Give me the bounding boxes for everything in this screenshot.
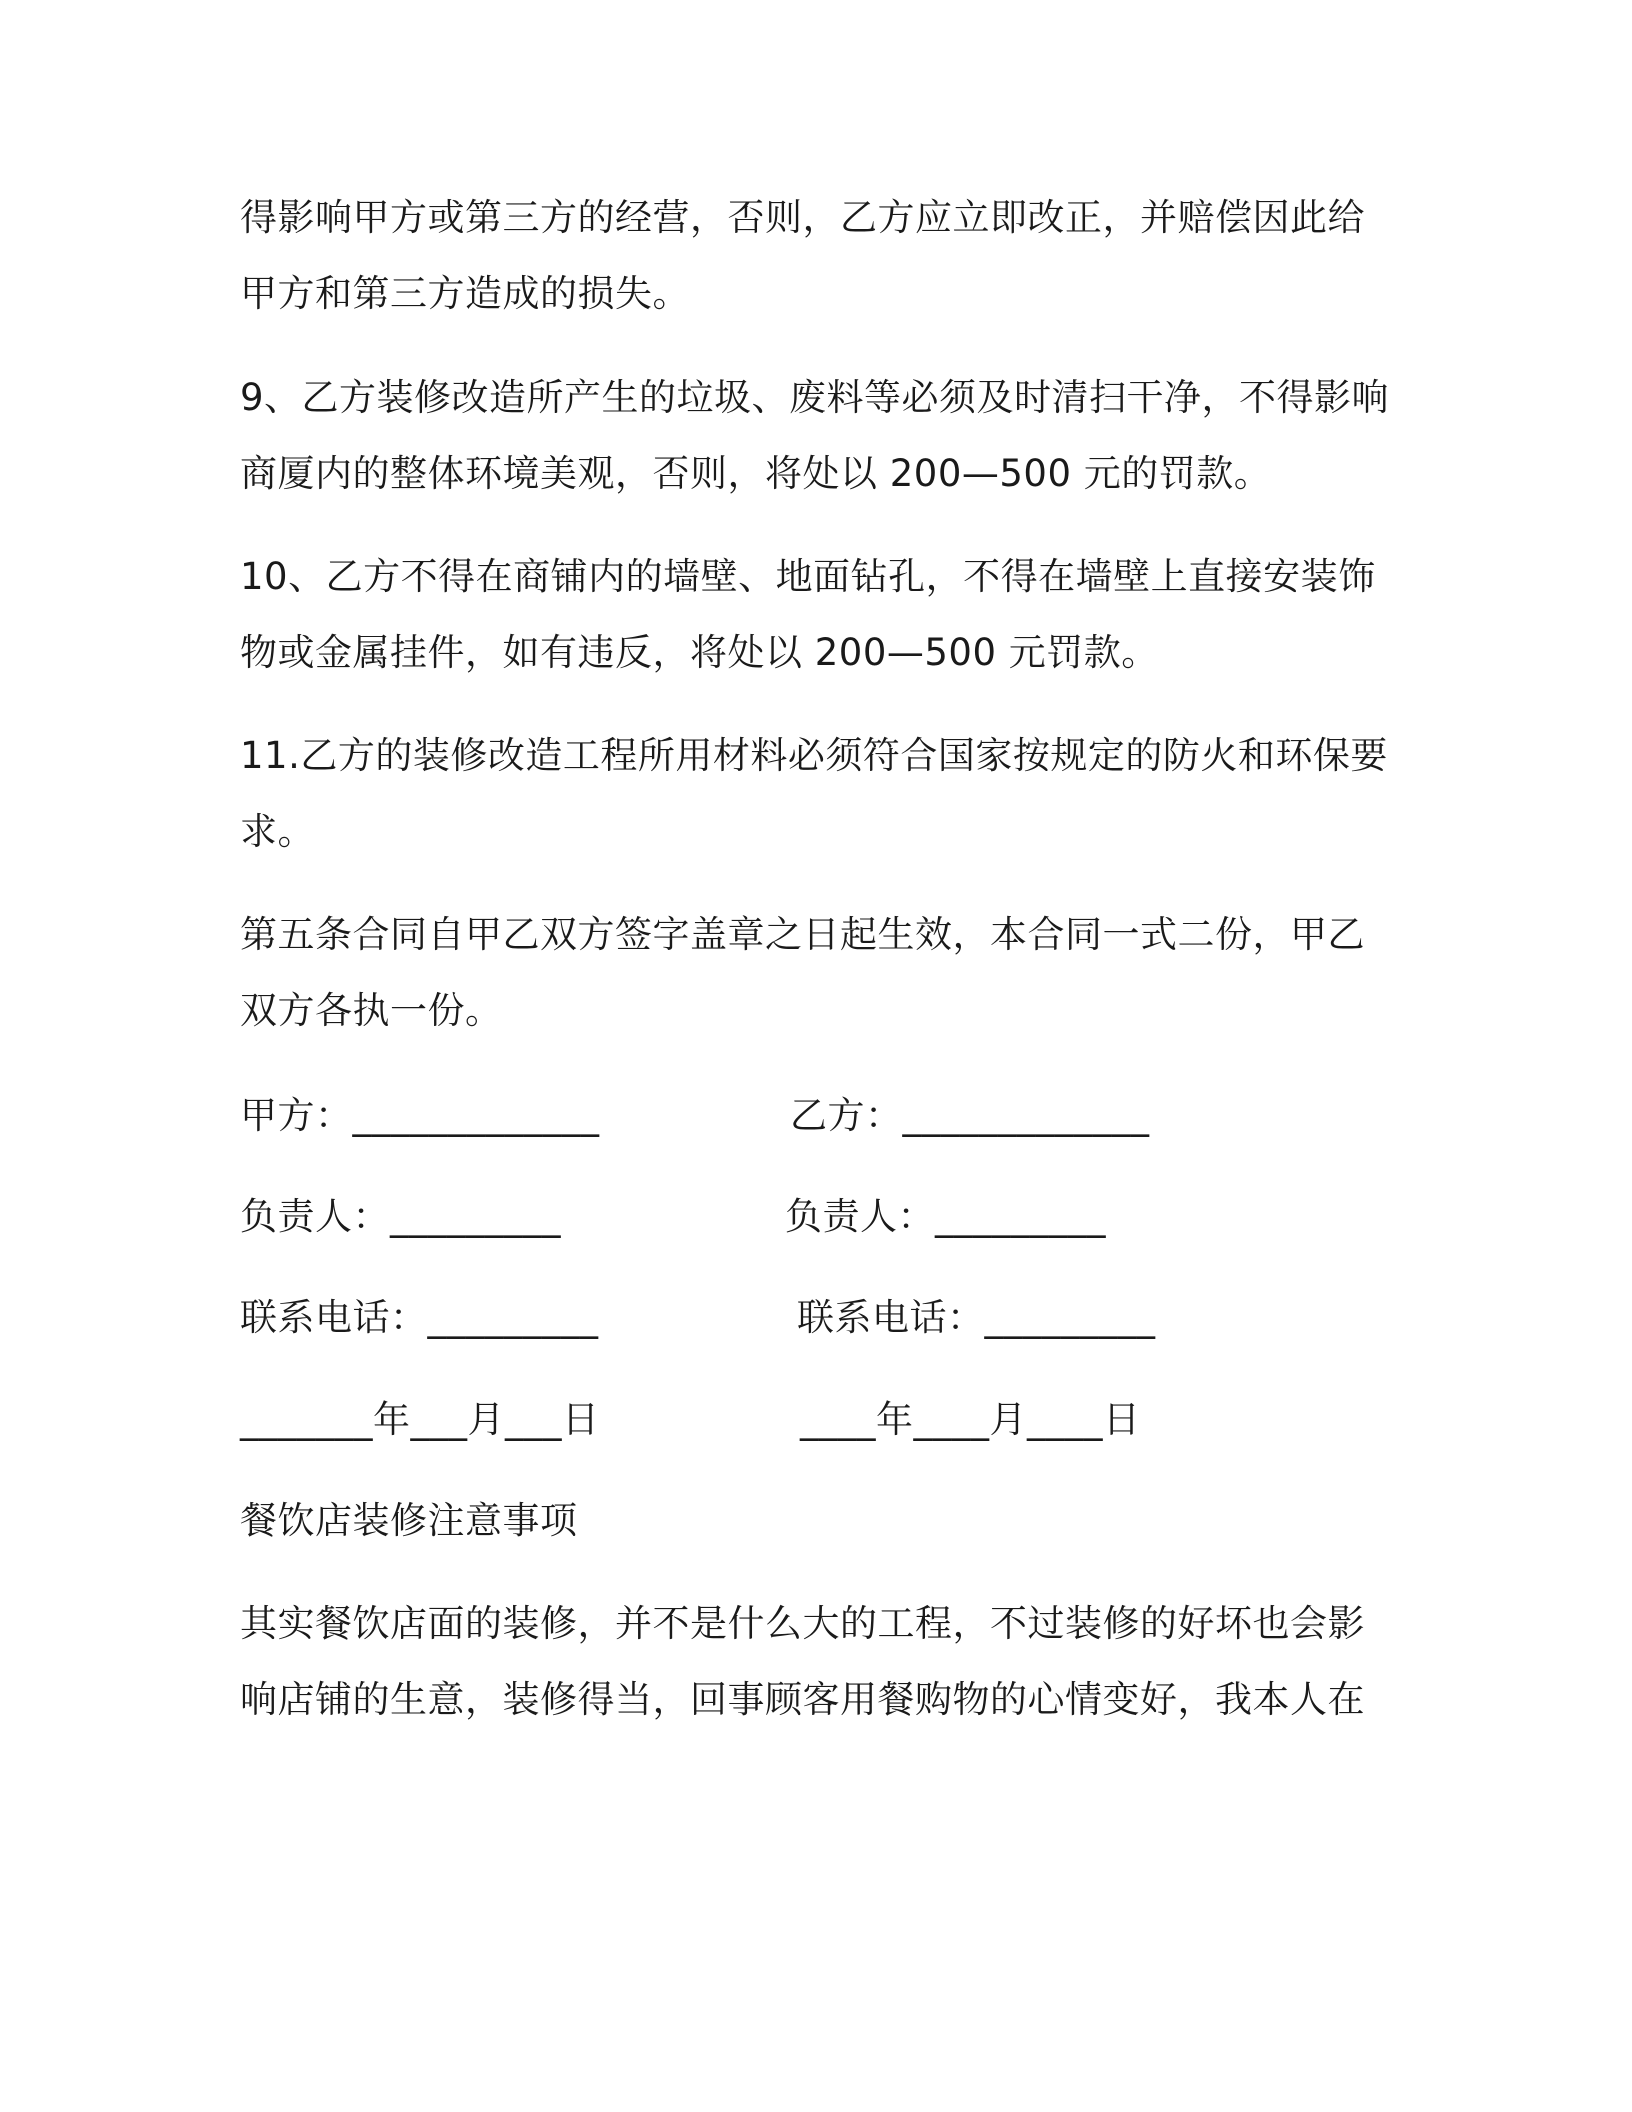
paragraph-line: 其实餐饮店面的装修，并不是什么大的工程，不过装修的好坏也会影 xyxy=(240,1602,1365,1645)
party-b-name-field: 乙方：_____________ xyxy=(790,1094,1150,1137)
party-b-date-field: ____年____月____日 xyxy=(800,1398,1141,1441)
paragraph-line: 10、乙方不得在商铺内的墙壁、地面钻孔，不得在墙壁上直接安装饰 xyxy=(240,555,1376,598)
paragraph-line: 商厦内的整体环境美观，否则，将处以 200—500 元的罚款。 xyxy=(240,452,1272,495)
paragraph-line: 双方各执一份。 xyxy=(240,989,503,1032)
paragraph-line: 物或金属挂件，如有违反，将处以 200—500 元罚款。 xyxy=(240,631,1159,674)
paragraph-line: 11.乙方的装修改造工程所用材料必须符合国家按规定的防火和环保要 xyxy=(240,734,1388,777)
party-b-person-field: 负责人：_________ xyxy=(785,1195,1106,1238)
paragraph-line: 9、乙方装修改造所产生的垃圾、废料等必须及时清扫干净，不得影响 xyxy=(240,376,1390,419)
paragraph-line: 第五条合同自甲乙双方签字盖章之日起生效，本合同一式二份，甲乙 xyxy=(240,913,1365,956)
party-a-date-field: _______年___月___日 xyxy=(240,1398,600,1441)
party-a-name-field: 甲方：_____________ xyxy=(240,1094,600,1137)
section-title: 餐饮店装修注意事项 xyxy=(240,1499,578,1542)
paragraph-line: 求。 xyxy=(240,810,315,853)
paragraph-line: 得影响甲方或第三方的经营，否则，乙方应立即改正，并赔偿因此给 xyxy=(240,196,1365,239)
party-b-phone-field: 联系电话：_________ xyxy=(797,1296,1156,1339)
paragraph-line: 响店铺的生意，装修得当，回事顾客用餐购物的心情变好，我本人在 xyxy=(240,1678,1365,1721)
party-a-phone-field: 联系电话：_________ xyxy=(240,1296,599,1339)
paragraph-line: 甲方和第三方造成的损失。 xyxy=(240,272,690,315)
party-a-person-field: 负责人：_________ xyxy=(240,1195,561,1238)
